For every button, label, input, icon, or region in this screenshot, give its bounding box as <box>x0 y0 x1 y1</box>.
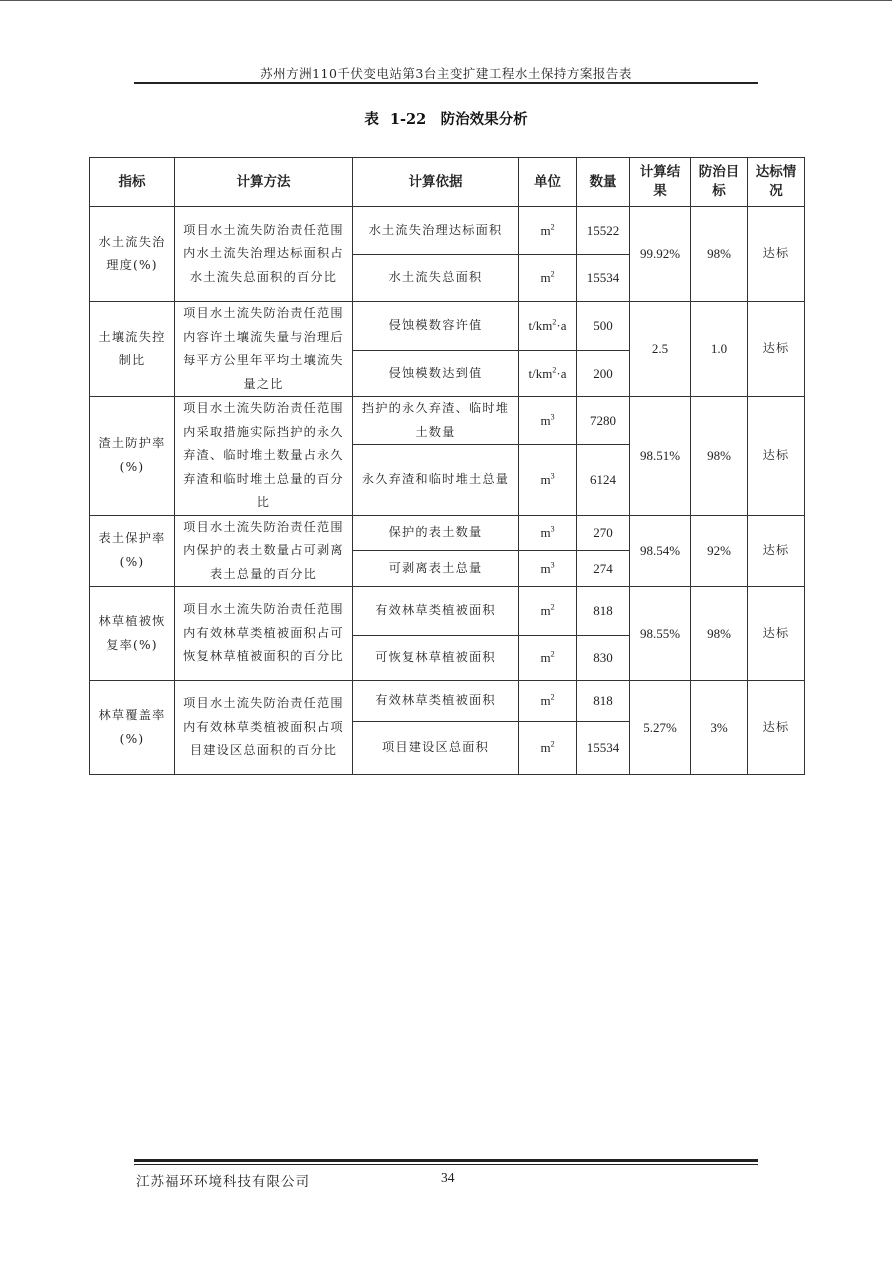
header-target: 防治目标 <box>691 158 748 207</box>
unit-cell <box>519 681 577 722</box>
unit-cell <box>519 255 577 302</box>
unit-exponent: 2 <box>550 269 555 279</box>
unit-base: m <box>540 222 551 238</box>
unit-exponent: 2 <box>550 692 555 702</box>
table-row <box>90 587 805 636</box>
quantity-cell: 15534 <box>577 255 630 302</box>
unit-base: m <box>540 270 551 286</box>
unit-exponent: 2 <box>550 602 555 612</box>
unit-exponent: 3 <box>550 560 555 570</box>
indicator-cell: 渣土防护率(%) <box>90 397 175 516</box>
header-basis: 计算依据 <box>353 158 519 207</box>
method-cell: 项目水土流失防治责任范围内有效林草类植被面积占项目建设区总面积的百分比 <box>175 681 353 775</box>
result-cell: 98.51% <box>630 397 691 516</box>
status-cell: 达标 <box>748 207 805 302</box>
unit-base: m <box>540 740 551 756</box>
basis-cell: 保护的表土数量 <box>353 515 519 550</box>
header-rule <box>134 82 758 84</box>
unit-base: t/km <box>528 318 553 334</box>
target-cell: 98% <box>691 587 748 681</box>
method-cell: 项目水土流失防治责任范围内容许土壤流失量与治理后每平方公里年平均土壤流失量之比 <box>175 302 353 397</box>
target-cell: 3% <box>691 681 748 775</box>
indicator-cell: 林草植被恢复率(%) <box>90 587 175 681</box>
header-unit: 单位 <box>519 158 577 207</box>
unit-cell <box>519 445 577 515</box>
footer-rule-thin <box>134 1164 758 1165</box>
unit-base: m <box>540 560 551 576</box>
target-cell: 98% <box>691 397 748 516</box>
unit-exponent: 2 <box>550 739 555 749</box>
unit-cell <box>519 515 577 550</box>
header-status: 达标情况 <box>748 158 805 207</box>
basis-cell: 水土流失总面积 <box>353 255 519 302</box>
table-body <box>90 207 805 775</box>
unit-suffix: ·a <box>556 365 567 381</box>
unit-exponent: 2 <box>550 649 555 659</box>
unit-base: m <box>540 524 551 540</box>
unit-exponent: 3 <box>550 412 555 422</box>
table-row <box>90 515 805 550</box>
status-cell: 达标 <box>748 681 805 775</box>
header-indicator: 指标 <box>90 158 175 207</box>
unit-cell <box>519 722 577 775</box>
status-cell: 达标 <box>748 397 805 516</box>
quantity-cell: 15534 <box>577 722 630 775</box>
method-cell: 项目水土流失防治责任范围内采取措施实际挡护的永久弃渣、临时堆土数量占永久弃渣和临时堆土总量的百分比 <box>175 397 353 516</box>
unit-base: m <box>540 603 551 619</box>
unit-suffix: ·a <box>556 318 567 334</box>
unit-cell <box>519 351 577 397</box>
unit-base: t/km <box>528 365 553 381</box>
table-row <box>90 397 805 445</box>
table-row <box>90 302 805 351</box>
method-cell: 项目水土流失防治责任范围内水土流失治理达标面积占水土流失总面积的百分比 <box>175 207 353 302</box>
table-row <box>90 681 805 722</box>
indicator-cell: 表土保护率(%) <box>90 515 175 587</box>
header-quantity: 数量 <box>577 158 630 207</box>
unit-cell <box>519 207 577 255</box>
basis-cell: 可剥离表土总量 <box>353 550 519 586</box>
unit-exponent: 3 <box>550 471 555 481</box>
status-cell: 达标 <box>748 515 805 587</box>
basis-cell: 永久弃渣和临时堆土总量 <box>353 445 519 515</box>
target-cell: 92% <box>691 515 748 587</box>
unit-exponent: 2 <box>552 317 557 327</box>
method-cell: 项目水土流失防治责任范围内有效林草类植被面积占可恢复林草植被面积的百分比 <box>175 587 353 681</box>
quantity-cell: 274 <box>577 550 630 586</box>
header-result: 计算结果 <box>630 158 691 207</box>
basis-cell: 侵蚀模数达到值 <box>353 351 519 397</box>
quantity-cell: 7280 <box>577 397 630 445</box>
unit-base: m <box>540 472 551 488</box>
header-method: 计算方法 <box>175 158 353 207</box>
unit-cell <box>519 587 577 636</box>
unit-base: m <box>540 693 551 709</box>
footer-rule-thick <box>134 1159 758 1162</box>
indicator-cell: 林草覆盖率(%) <box>90 681 175 775</box>
quantity-cell: 830 <box>577 636 630 681</box>
result-cell: 99.92% <box>630 207 691 302</box>
result-cell: 98.54% <box>630 515 691 587</box>
page-number: 34 <box>441 1170 455 1185</box>
basis-cell: 水土流失治理达标面积 <box>353 207 519 255</box>
indicator-cell: 土壤流失控制比 <box>90 302 175 397</box>
target-cell: 98% <box>691 207 748 302</box>
table-row <box>90 207 805 255</box>
quantity-cell: 200 <box>577 351 630 397</box>
status-cell: 达标 <box>748 302 805 397</box>
unit-cell <box>519 550 577 586</box>
running-header: 苏州方洲110千伏变电站第3台主变扩建工程水土保持方案报告表 <box>260 66 632 81</box>
indicator-cell: 水土流失治理度(%) <box>90 207 175 302</box>
quantity-cell: 818 <box>577 681 630 722</box>
status-cell: 达标 <box>748 587 805 681</box>
quantity-cell: 500 <box>577 302 630 351</box>
quantity-cell: 15522 <box>577 207 630 255</box>
basis-cell: 侵蚀模数容许值 <box>353 302 519 351</box>
basis-cell: 有效林草类植被面积 <box>353 681 519 722</box>
result-cell: 98.55% <box>630 587 691 681</box>
unit-base: m <box>540 650 551 666</box>
basis-cell: 可恢复林草植被面积 <box>353 636 519 681</box>
unit-cell <box>519 397 577 445</box>
unit-base: m <box>540 412 551 428</box>
unit-exponent: 2 <box>552 365 557 375</box>
quantity-cell: 818 <box>577 587 630 636</box>
unit-exponent: 3 <box>550 524 555 534</box>
quantity-cell: 270 <box>577 515 630 550</box>
page-top-border <box>0 0 892 1</box>
basis-cell: 项目建设区总面积 <box>353 722 519 775</box>
result-cell: 2.5 <box>630 302 691 397</box>
method-cell: 项目水土流失防治责任范围内保护的表土数量占可剥离表土总量的百分比 <box>175 515 353 587</box>
table-header-row <box>90 158 805 207</box>
basis-cell: 挡护的永久弃渣、临时堆土数量 <box>353 397 519 445</box>
unit-cell <box>519 302 577 351</box>
table-title: 表 1-22 防治效果分析 <box>364 111 528 128</box>
target-cell: 1.0 <box>691 302 748 397</box>
unit-exponent: 2 <box>550 222 555 232</box>
result-cell: 5.27% <box>630 681 691 775</box>
quantity-cell: 6124 <box>577 445 630 515</box>
unit-cell <box>519 636 577 681</box>
basis-cell: 有效林草类植被面积 <box>353 587 519 636</box>
prevention-effect-table <box>89 157 805 775</box>
footer-company: 江苏福环环境科技有限公司 <box>136 1174 310 1190</box>
